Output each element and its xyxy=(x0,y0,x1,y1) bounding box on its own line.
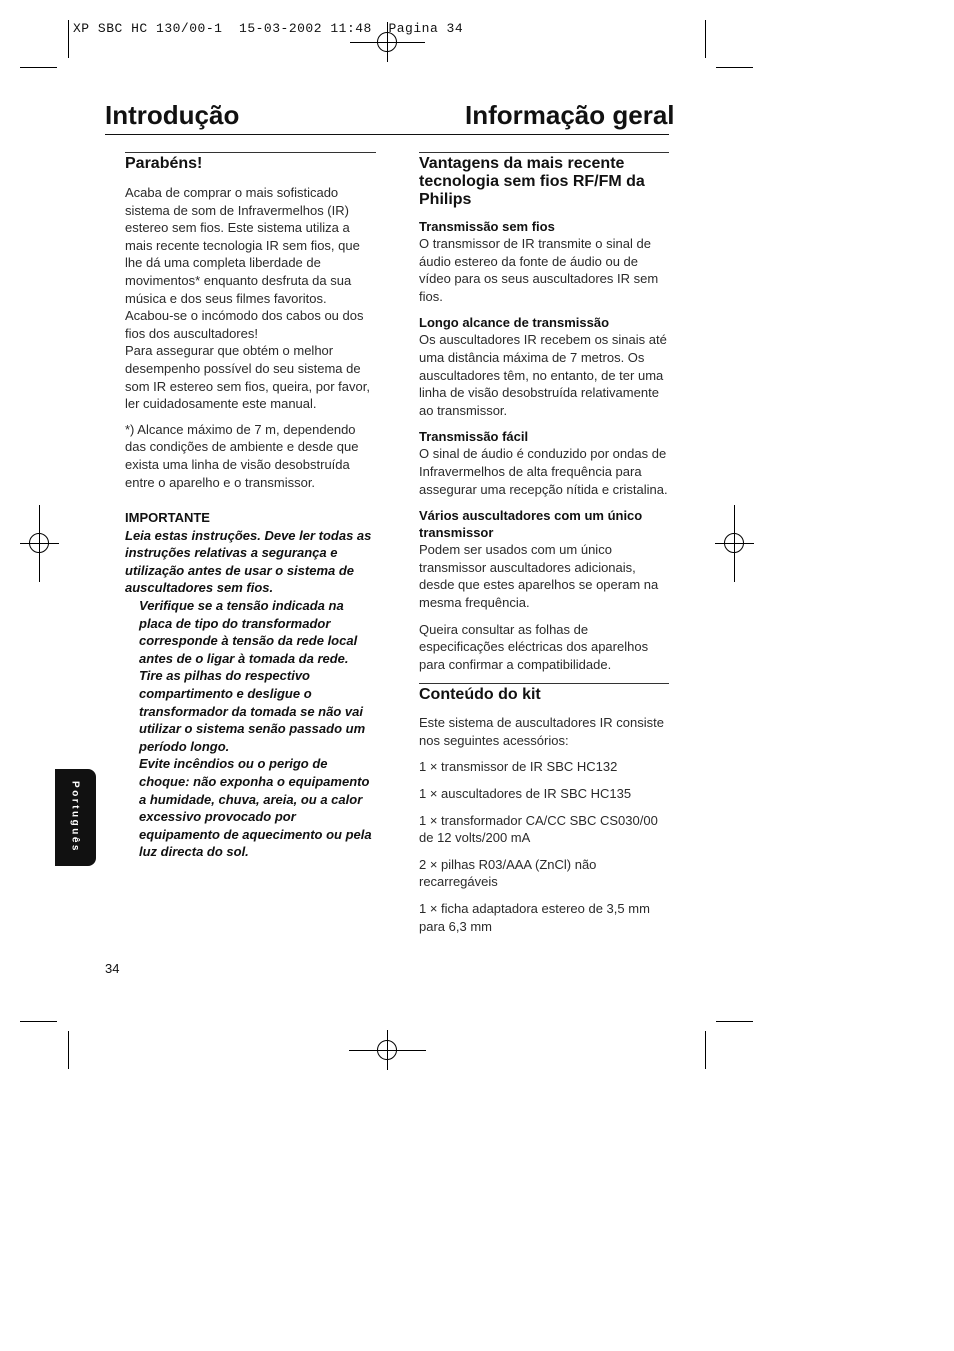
section-title: Vários auscultadores com um único transmissor xyxy=(419,508,643,541)
section-title: Transmissão sem fios xyxy=(419,219,555,234)
compatibility-note: Queira consultar as folhas de especificações eléctricas dos aparelhos para confirmar a compatibilidade. xyxy=(419,621,649,672)
important-item: Verifique se a tensão indicada na placa de tipo do transformador corresponde à tensão da rede local antes de o ligar à tomada da rede. xyxy=(139,597,358,666)
kit-item: 1 × transmissor de IR SBC HC132 xyxy=(419,759,618,775)
print-slug: XP SBC HC 130/00-1 15-03-2002 11:48 Pagina 34 xyxy=(73,21,464,36)
important-heading: IMPORTANTE xyxy=(125,510,210,525)
section-text: O sinal de áudio é conduzido por ondas de Infravermelhos de alta frequência para assegurar uma recepção nítida e cristalina. xyxy=(419,446,668,497)
kit-item: 2 × pilhas R03/AAA (ZnCl) não recarregáveis xyxy=(419,856,597,890)
kit-item: 1 × ficha adaptadora estereo de 3,5 mm para 6,3 mm xyxy=(419,901,650,934)
kit-item: 1 × auscultadores de IR SBC HC135 xyxy=(419,786,632,802)
important-item: Evite incêndios ou o perigo de choque: não exponha o equipamento a humidade, chuva, areia, ou a calor excessivo provocado por equipamento de aquecimento ou pela luz directa do sol. xyxy=(139,756,372,860)
language-label: Português xyxy=(69,781,81,853)
kit-intro: Este sistema de auscultadores IR consiste nos seguintes acessórios: xyxy=(419,715,664,748)
section-title: Transmissão fácil xyxy=(419,429,529,445)
page-title-right: Informação geral xyxy=(465,100,675,130)
footnote-range: *) Alcance máximo de 7 m, dependendo das condições de ambiente e desde que exista uma linha de visão desobstruída entre o aparelho e o transmissor. xyxy=(125,421,359,490)
intro-paragraph-2: Para assegurar que obtém o melhor desempenho possível do seu sistema de som IR estereo sem fios, queira, por favor, ler cuidadosamente este manual. xyxy=(125,343,370,412)
heading-parabens: Parabéns! xyxy=(125,155,203,172)
language-side-tab xyxy=(55,769,96,866)
section-title: Longo alcance de transmissão xyxy=(419,315,610,331)
right-column xyxy=(419,152,669,935)
section-rule xyxy=(125,152,376,153)
important-block xyxy=(125,509,376,861)
section-text: O transmissor de IR transmite o sinal de áudio estereo da fonte de áudio ou de vídeo para os seus auscultadores IR sem fios. xyxy=(419,236,659,304)
left-column xyxy=(125,152,376,491)
section-rule xyxy=(419,152,669,153)
heading-vantagens: Vantagens da mais recente tecnologia sem fios RF/FM da Philips xyxy=(419,155,645,208)
page-number: 34 xyxy=(105,961,120,976)
page-title-left: Introdução xyxy=(105,100,240,130)
section-text: Podem ser usados com um único transmissor auscultadores adicionais, desde que estes aparelhos se operam na mesma frequência. xyxy=(419,542,659,610)
important-item: Tire as pilhas do respectivo compartimento e desligue o transformador da tomada se não vai utilizar o sistema senão passado um período longo. xyxy=(139,668,366,754)
kit-item: 1 × transformador CA/CC SBC CS030/00 de 12 volts/200 mA xyxy=(419,812,658,846)
title-rule xyxy=(105,134,669,135)
intro-paragraph: Acaba de comprar o mais sofisticado sistema de som de Infravermelhos (IR) estereo sem fios. Este sistema utiliza a mais recente tecnologia IR sem fios, que lhe dá uma completa liberdade de movimentos* enquanto desfruta da sua música e dos seus filmes favoritos. Acabou-se o incómodo dos cabos ou dos fios dos auscultadores! xyxy=(125,185,364,341)
important-item: Leia estas instruções. Deve ler todas as instruções relativas a segurança e utilização antes de usar o sistema de auscultadores sem fios. xyxy=(125,527,372,596)
heading-kit: Conteúdo do kit xyxy=(419,686,541,704)
section-text: Os auscultadores IR recebem os sinais até uma distância máxima de 7 metros. Os auscultadores têm, no entanto, de ter uma linha de visão desobstruída relativamente ao transmissor. xyxy=(419,332,667,418)
section-rule xyxy=(419,683,669,684)
